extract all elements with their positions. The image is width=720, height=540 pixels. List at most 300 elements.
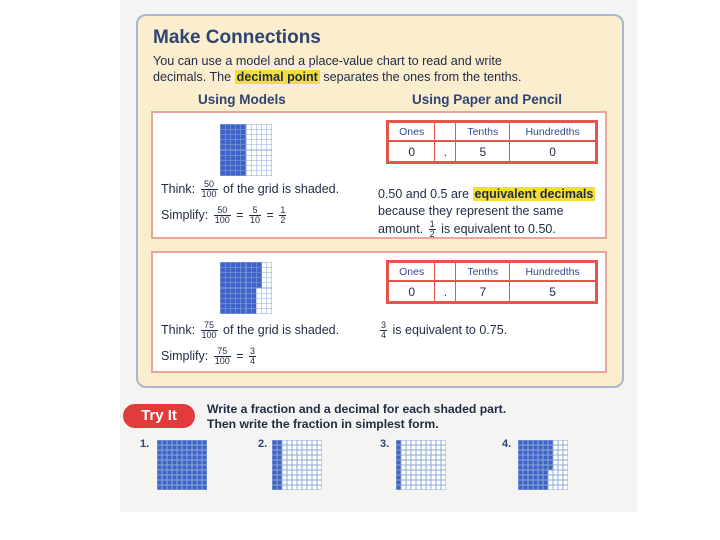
shaded-cell [241,272,246,277]
problem-number-4: 4. [502,438,512,450]
explanation-line-1 [378,186,595,203]
shaded-cell [182,480,187,485]
shaded-cell [182,470,187,475]
grid-cell [312,455,317,460]
shaded-cell [230,293,235,298]
fraction-denominator: 10 [250,215,261,225]
grid-cell [426,470,431,475]
shaded-cell [251,262,256,267]
shaded-cell [182,440,187,445]
grid-cell [401,470,406,475]
shaded-cell [396,450,401,455]
shaded-cell [177,445,182,450]
shaded-cell [236,293,241,298]
grid-cell [282,475,287,480]
shaded-cell [241,155,246,160]
shaded-cell [177,460,182,465]
explanation-line-3 [378,220,595,239]
grid-cell [262,145,267,150]
grid-cell [558,475,563,480]
shaded-cell [225,288,230,293]
hundredths-header: Hundredths [510,262,597,282]
grid-cell [282,465,287,470]
shaded-cell [162,455,167,460]
grid-cell [317,475,322,480]
shaded-cell [177,485,182,490]
shaded-cell [518,485,523,490]
shaded-cell [167,475,172,480]
grid-cell [548,470,553,475]
decimal-point-cell: . [435,281,456,303]
shaded-cell [538,480,543,485]
grid-cell [246,155,251,160]
simplify-fraction-a [214,206,231,225]
shaded-cell [548,465,553,470]
shaded-cell [230,304,235,309]
shaded-cell [187,450,192,455]
grid-cell [262,129,267,134]
grid-cell [282,470,287,475]
shaded-cell [523,465,528,470]
shaded-cell [187,485,192,490]
grid-cell [297,470,302,475]
shaded-cell [236,304,241,309]
grid-cell [307,450,312,455]
shaded-cell [167,445,172,450]
grid-cell [401,480,406,485]
grid-cell [558,440,563,445]
shaded-cell [528,440,533,445]
grid-cell [406,480,411,485]
try-it-instructions [207,402,506,432]
shaded-cell [251,272,256,277]
shaded-cell [225,171,230,176]
explanation-amount: amount. [378,221,424,236]
grid-cell [312,460,317,465]
shaded-cell [241,150,246,155]
grid-cell [251,124,256,129]
shaded-cell [518,450,523,455]
shaded-cell [172,440,177,445]
grid-cell [563,440,568,445]
grid-cell [246,140,251,145]
shaded-cell [197,455,202,460]
grid-cell [406,455,411,460]
grid-cell [267,278,272,283]
grid-cell [563,460,568,465]
grid-cell [416,485,421,490]
grid-cell [267,155,272,160]
grid-cell [292,460,297,465]
shaded-cell [548,460,553,465]
simplify-fraction-c [279,206,286,225]
shaded-cell [518,465,523,470]
shaded-cell [523,450,528,455]
grid-cell [317,465,322,470]
shaded-cell [202,470,207,475]
shaded-cell [533,465,538,470]
grid-cell [563,470,568,475]
shaded-cell [182,455,187,460]
explanation-start: 0.50 and 0.5 are [378,187,470,201]
shaded-cell [230,155,235,160]
grid-cell [302,450,307,455]
shaded-cell [230,283,235,288]
grid-cell [287,480,292,485]
explanation-line-2: because they represent the same [378,204,564,218]
grid-cell [262,124,267,129]
shaded-cell [543,455,548,460]
shaded-cell [396,440,401,445]
shaded-cell [157,440,162,445]
shaded-cell [543,445,548,450]
think-label: Think: [161,181,196,196]
grid-cell [553,440,558,445]
grid-cell [246,124,251,129]
grid-cell [307,485,312,490]
grid-cell [416,440,421,445]
shaded-cell [236,160,241,165]
shaded-cell [246,304,251,309]
shaded-cell [236,272,241,277]
grid-cell [431,480,436,485]
grid-cell [441,465,446,470]
grid-cell [246,129,251,134]
grid-cell [421,440,426,445]
shaded-cell [187,470,192,475]
shaded-cell [518,470,523,475]
shaded-cell [256,272,261,277]
grid-cell [287,485,292,490]
shaded-cell [157,465,162,470]
grid-cell [436,445,441,450]
grid-cell [553,485,558,490]
shaded-cell [197,485,202,490]
shaded-cell [251,267,256,272]
grid-cell [563,485,568,490]
shaded-cell [172,475,177,480]
fraction-denominator: 4 [381,330,387,340]
grid-cell [251,155,256,160]
shaded-cell [528,475,533,480]
fraction-denominator: 2 [429,229,435,239]
grid-cell [411,450,416,455]
shaded-cell [197,440,202,445]
shaded-cell [225,267,230,272]
grid-cell [302,475,307,480]
grid-cell [262,288,267,293]
grid-cell [307,440,312,445]
grid-cell [282,455,287,460]
grid-cell [267,140,272,145]
grid-cell [441,470,446,475]
shaded-cell [220,283,225,288]
grid-cell [401,440,406,445]
grid-cell [558,485,563,490]
tenths-header: Tenths [456,122,510,142]
shaded-cell [272,470,277,475]
shaded-cell [396,455,401,460]
shaded-cell [187,455,192,460]
shaded-cell [197,465,202,470]
grid-cell [292,455,297,460]
shaded-cell [236,267,241,272]
shaded-cell [533,455,538,460]
shaded-cell [528,450,533,455]
shaded-cell [538,475,543,480]
grid-cell [267,171,272,176]
page-title: Make Connections [153,27,321,48]
grid-cell [297,455,302,460]
using-models-heading: Using Models [198,92,286,107]
grid-cell [246,150,251,155]
grid-cell [297,485,302,490]
shaded-cell [157,485,162,490]
shaded-cell [523,470,528,475]
shaded-cell [187,465,192,470]
grid-cell [406,465,411,470]
shaded-cell [528,480,533,485]
shaded-cell [197,480,202,485]
shaded-cell [538,445,543,450]
grid-cell [267,293,272,298]
grid-cell [416,475,421,480]
shaded-cell [538,450,543,455]
ones-header: Ones [388,122,435,142]
grid-cell [548,485,553,490]
grid-cell [287,440,292,445]
grid-cell [558,445,563,450]
grid-cell [406,460,411,465]
shaded-cell [236,278,241,283]
grid-cell [317,440,322,445]
shaded-cell [225,293,230,298]
grid-cell [262,166,267,171]
grid-cell [262,160,267,165]
fraction-denominator: 2 [280,215,286,225]
try-it-badge: Try It [123,404,195,428]
explanation-end: is equivalent to 0.50. [441,221,556,236]
shaded-cell [533,480,538,485]
fraction-numerator: 3 [250,346,256,356]
simplify-fraction-a [214,347,231,366]
place-value-chart-1 [386,120,598,164]
grid-cell [421,485,426,490]
grid-cell [256,293,261,298]
grid-cell [411,485,416,490]
shaded-cell [256,267,261,272]
grid-cell [436,460,441,465]
shaded-cell [533,485,538,490]
shaded-cell [220,278,225,283]
shaded-cell [225,160,230,165]
shaded-cell [251,283,256,288]
fraction-denominator: 100 [214,356,230,366]
grid-cell [312,465,317,470]
shaded-cell [187,475,192,480]
grid-cell [317,485,322,490]
equivalent-decimals-highlight: equivalent decimals [474,187,594,201]
shaded-cell [197,445,202,450]
shaded-cell [182,460,187,465]
grid-cell [302,480,307,485]
grid-cell [312,485,317,490]
shaded-cell [236,150,241,155]
shaded-cell [241,124,246,129]
place-value-chart-2 [386,260,598,304]
grid-cell [411,480,416,485]
shaded-cell [230,278,235,283]
grid-cell [411,460,416,465]
shaded-cell [543,475,548,480]
shaded-cell [157,480,162,485]
grid-cell [401,485,406,490]
hundred-grid-example-2 [220,262,272,314]
shaded-cell [396,475,401,480]
grid-cell [297,465,302,470]
problem-number-3: 3. [380,438,390,450]
grid-cell [558,480,563,485]
grid-cell [426,465,431,470]
grid-cell [553,465,558,470]
grid-cell [282,450,287,455]
shaded-cell [157,470,162,475]
grid-cell [292,485,297,490]
shaded-cell [523,460,528,465]
grid-cell [262,309,267,314]
shaded-cell [236,145,241,150]
shaded-cell [157,455,162,460]
shaded-cell [241,171,246,176]
hundredths-header: Hundredths [510,122,597,142]
shaded-cell [518,440,523,445]
grid-cell [426,445,431,450]
grid-cell [262,140,267,145]
grid-cell [256,134,261,139]
intro-text [153,53,521,85]
shaded-cell [157,445,162,450]
shaded-cell [202,445,207,450]
shaded-cell [241,129,246,134]
shaded-cell [523,440,528,445]
shaded-cell [192,480,197,485]
ones-header: Ones [388,262,435,282]
grid-cell [441,460,446,465]
shaded-cell [230,166,235,171]
shaded-cell [202,455,207,460]
grid-cell [282,445,287,450]
grid-cell [267,272,272,277]
shaded-cell [225,304,230,309]
shaded-cell [230,160,235,165]
grid-cell [302,470,307,475]
shaded-cell [538,470,543,475]
grid-cell [262,293,267,298]
grid-cell [267,134,272,139]
grid-cell [406,475,411,480]
shaded-cell [396,460,401,465]
grid-cell [431,440,436,445]
shaded-cell [528,445,533,450]
paper-pencil-heading: Using Paper and Pencil [412,92,563,107]
shaded-cell [241,267,246,272]
grid-cell [558,465,563,470]
grid-cell [416,455,421,460]
grid-cell [436,470,441,475]
shaded-cell [236,140,241,145]
equivalent-statement-2 [378,321,507,340]
ones-value: 0 [408,144,416,159]
shaded-cell [192,450,197,455]
shaded-cell [528,460,533,465]
hundred-grid-problem-1 [157,440,207,490]
shaded-cell [220,262,225,267]
shaded-cell [177,475,182,480]
shaded-cell [197,470,202,475]
grid-cell [563,465,568,470]
fraction-denominator: 4 [250,356,256,366]
grid-cell [267,262,272,267]
shaded-cell [225,272,230,277]
grid-cell [246,171,251,176]
shaded-cell [533,450,538,455]
grid-cell [246,160,251,165]
equivalent-explanation [378,186,595,239]
grid-cell [262,272,267,277]
grid-cell [297,480,302,485]
grid-cell [441,480,446,485]
shaded-cell [548,450,553,455]
grid-cell [287,460,292,465]
grid-cell [292,465,297,470]
grid-cell [553,450,558,455]
fraction-numerator: 75 [201,321,218,331]
shaded-cell [162,465,167,470]
grid-cell [421,450,426,455]
shaded-cell [538,465,543,470]
grid-cell [307,465,312,470]
shaded-cell [518,445,523,450]
tenths-value: 5 [456,141,510,163]
shaded-cell [187,460,192,465]
shaded-cell [162,440,167,445]
shaded-cell [528,485,533,490]
shaded-cell [230,309,235,314]
fraction-numerator: 1 [280,205,286,215]
shaded-cell [548,445,553,450]
shaded-cell [533,470,538,475]
shaded-cell [202,465,207,470]
grid-cell [416,445,421,450]
shaded-cell [230,129,235,134]
decimal-point-highlight: decimal point [236,70,318,84]
grid-cell [421,475,426,480]
grid-cell [317,470,322,475]
grid-cell [287,465,292,470]
shaded-cell [172,480,177,485]
grid-cell [312,445,317,450]
shaded-cell [230,298,235,303]
grid-cell [297,460,302,465]
grid-cell [563,445,568,450]
shaded-cell [272,440,277,445]
shaded-cell [225,283,230,288]
equals-sign: = [266,207,274,222]
shaded-cell [225,134,230,139]
simplify-label: Simplify: [161,348,209,363]
shaded-cell [272,465,277,470]
shaded-cell [241,166,246,171]
